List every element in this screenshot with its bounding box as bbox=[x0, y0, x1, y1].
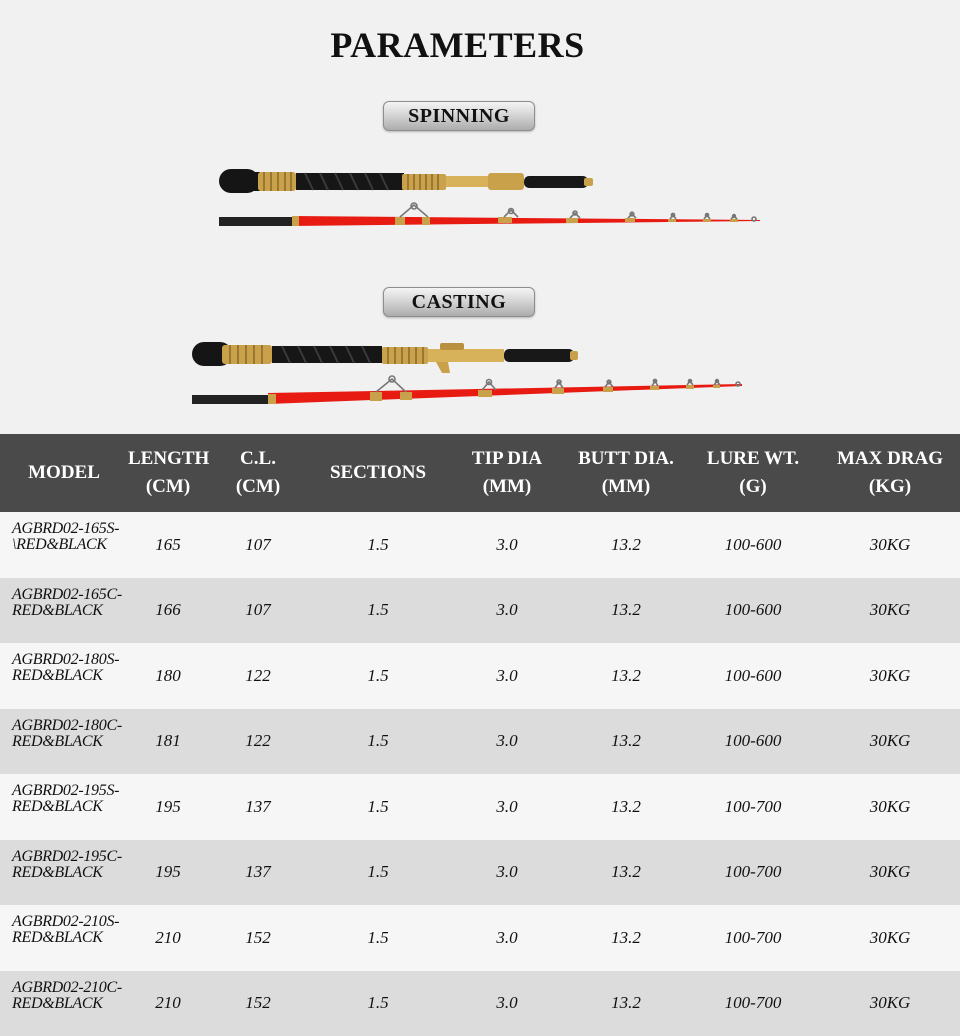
cell-length: 210 bbox=[128, 905, 208, 971]
cell-max-drag: 30KG bbox=[820, 643, 960, 709]
table-row bbox=[0, 578, 960, 644]
cell-sections: 1.5 bbox=[308, 709, 448, 775]
table-row bbox=[0, 709, 960, 775]
cell-lure-wt: 100-600 bbox=[686, 709, 820, 775]
header-lure-wt: LURE WT. (G) bbox=[686, 434, 820, 512]
cell-max-drag: 30KG bbox=[820, 709, 960, 775]
cell-cl: 137 bbox=[208, 774, 308, 840]
page-title: PARAMETERS bbox=[0, 24, 915, 66]
cell-lure-wt: 100-700 bbox=[686, 774, 820, 840]
cell-length: 166 bbox=[128, 578, 208, 644]
cell-sections: 1.5 bbox=[308, 578, 448, 644]
cell-tip-dia: 3.0 bbox=[448, 578, 566, 644]
parameters-table bbox=[0, 434, 960, 1036]
table-row bbox=[0, 905, 960, 971]
cell-cl: 137 bbox=[208, 840, 308, 906]
cell-cl: 107 bbox=[208, 512, 308, 578]
cell-butt-dia: 13.2 bbox=[566, 578, 686, 644]
cell-lure-wt: 100-700 bbox=[686, 971, 820, 1036]
cell-length: 195 bbox=[128, 774, 208, 840]
cell-sections: 1.5 bbox=[308, 840, 448, 906]
cell-cl: 122 bbox=[208, 709, 308, 775]
table-row bbox=[0, 971, 960, 1036]
cell-model: AGBRD02-165C- RED&BLACK bbox=[0, 578, 128, 644]
header-model: MODEL bbox=[0, 434, 128, 512]
table-row bbox=[0, 774, 960, 840]
table-row bbox=[0, 643, 960, 709]
table-row bbox=[0, 512, 960, 578]
cell-cl: 152 bbox=[208, 905, 308, 971]
header-tip-dia: TIP DIA (MM) bbox=[448, 434, 566, 512]
casting-rod-handle-image bbox=[0, 336, 960, 376]
cell-model: AGBRD02-210S- RED&BLACK bbox=[0, 905, 128, 971]
header-cl: C.L. (CM) bbox=[208, 434, 308, 512]
cell-max-drag: 30KG bbox=[820, 512, 960, 578]
cell-length: 181 bbox=[128, 709, 208, 775]
cell-butt-dia: 13.2 bbox=[566, 840, 686, 906]
cell-length: 165 bbox=[128, 512, 208, 578]
cell-length: 180 bbox=[128, 643, 208, 709]
cell-model: AGBRD02-195C- RED&BLACK bbox=[0, 840, 128, 906]
cell-sections: 1.5 bbox=[308, 774, 448, 840]
cell-lure-wt: 100-700 bbox=[686, 840, 820, 906]
casting-rod-blank-image bbox=[0, 374, 960, 408]
cell-model: AGBRD02-195S- RED&BLACK bbox=[0, 774, 128, 840]
header-sections: SECTIONS bbox=[308, 434, 448, 512]
table-row bbox=[0, 840, 960, 906]
cell-tip-dia: 3.0 bbox=[448, 709, 566, 775]
header-max-drag: MAX DRAG (KG) bbox=[820, 434, 960, 512]
cell-sections: 1.5 bbox=[308, 512, 448, 578]
cell-butt-dia: 13.2 bbox=[566, 643, 686, 709]
cell-cl: 122 bbox=[208, 643, 308, 709]
cell-sections: 1.5 bbox=[308, 905, 448, 971]
cell-tip-dia: 3.0 bbox=[448, 643, 566, 709]
cell-max-drag: 30KG bbox=[820, 578, 960, 644]
cell-max-drag: 30KG bbox=[820, 905, 960, 971]
cell-sections: 1.5 bbox=[308, 643, 448, 709]
cell-tip-dia: 3.0 bbox=[448, 905, 566, 971]
cell-butt-dia: 13.2 bbox=[566, 971, 686, 1036]
cell-sections: 1.5 bbox=[308, 971, 448, 1036]
cell-cl: 107 bbox=[208, 578, 308, 644]
cell-lure-wt: 100-700 bbox=[686, 905, 820, 971]
cell-model: AGBRD02-165S- \RED&BLACK bbox=[0, 512, 128, 578]
cell-tip-dia: 3.0 bbox=[448, 512, 566, 578]
spinning-rod-blank-image bbox=[0, 202, 960, 232]
cell-model: AGBRD02-210C- RED&BLACK bbox=[0, 971, 128, 1036]
cell-butt-dia: 13.2 bbox=[566, 512, 686, 578]
cell-tip-dia: 3.0 bbox=[448, 971, 566, 1036]
cell-model: AGBRD02-180S- RED&BLACK bbox=[0, 643, 128, 709]
header-butt-dia: BUTT DIA. (MM) bbox=[566, 434, 686, 512]
cell-model: AGBRD02-180C- RED&BLACK bbox=[0, 709, 128, 775]
cell-max-drag: 30KG bbox=[820, 971, 960, 1036]
cell-lure-wt: 100-600 bbox=[686, 578, 820, 644]
cell-tip-dia: 3.0 bbox=[448, 840, 566, 906]
cell-length: 210 bbox=[128, 971, 208, 1036]
cell-max-drag: 30KG bbox=[820, 774, 960, 840]
cell-cl: 152 bbox=[208, 971, 308, 1036]
table-header-row bbox=[0, 434, 960, 512]
spinning-label: SPINNING bbox=[383, 101, 535, 131]
spinning-rod-handle-image bbox=[0, 160, 960, 200]
cell-butt-dia: 13.2 bbox=[566, 774, 686, 840]
cell-butt-dia: 13.2 bbox=[566, 905, 686, 971]
cell-tip-dia: 3.0 bbox=[448, 774, 566, 840]
cell-butt-dia: 13.2 bbox=[566, 709, 686, 775]
cell-lure-wt: 100-600 bbox=[686, 643, 820, 709]
header-length: LENGTH (CM) bbox=[128, 434, 208, 512]
cell-max-drag: 30KG bbox=[820, 840, 960, 906]
casting-label: CASTING bbox=[383, 287, 535, 317]
cell-length: 195 bbox=[128, 840, 208, 906]
product-image-area bbox=[0, 0, 960, 434]
cell-lure-wt: 100-600 bbox=[686, 512, 820, 578]
